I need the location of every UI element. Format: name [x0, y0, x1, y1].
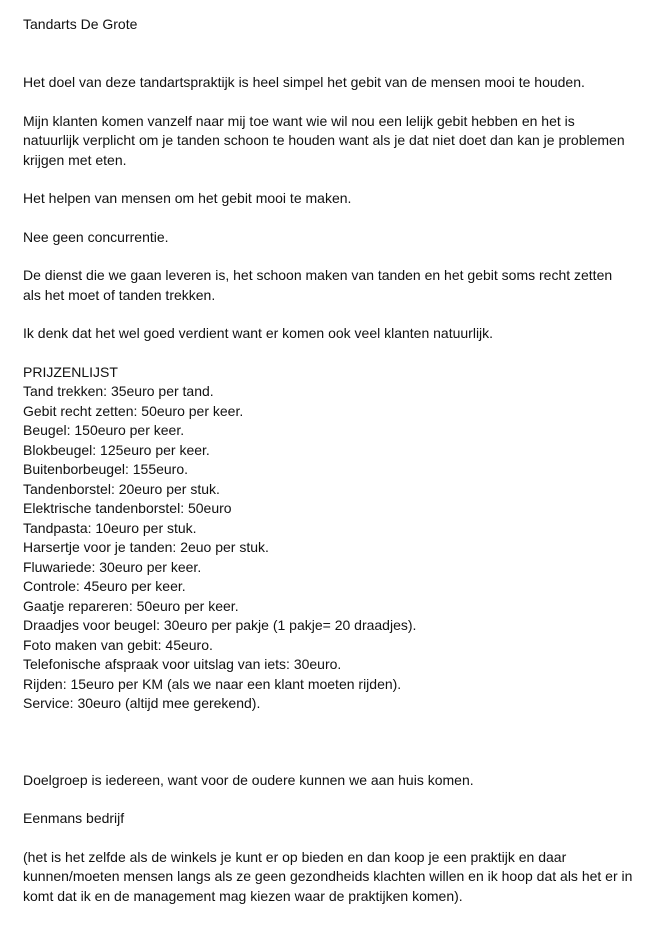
price-item: Rijden: 15euro per KM (als we naar een klant moeten rijden).	[23, 675, 402, 692]
price-list	[23, 382, 633, 714]
price-item: Fluwariede: 30euro per keer.	[23, 558, 202, 575]
price-item: Tandpasta: 10euro per stuk.	[23, 519, 197, 536]
paragraph-franchise-note: (het is het zelfde als de winkels je kunt er op bieden en dan koop je een praktijk en daar kunnen/moeten mensen langs als ze geen gezondheids klachten willen en ik hoop dat als het er in komt dat ik en de management mag kiezen waar de praktijken komen).	[23, 848, 633, 904]
price-item: Harsertje voor je tanden: 2euo per stuk.	[23, 539, 269, 555]
price-item: Blokbeugel: 125euro per keer.	[23, 441, 210, 458]
price-item: Tandenborstel: 20euro per stuk.	[23, 480, 220, 497]
price-item: Elektrische tandenborstel: 50euro	[23, 500, 232, 516]
price-item: Service: 30euro (altijd mee gerekend).	[23, 695, 261, 711]
paragraph-clients: Mijn klanten komen vanzelf naar mij toe want wie wil nou een lelijk gebit hebben en het is natuurlijk verplicht om je tanden schoon te houden want als je dat niet doet dan kan je problemen krijgen met eten.	[23, 112, 625, 168]
price-item: Gaatje repareren: 50euro per keer.	[23, 597, 239, 614]
document-page	[23, 15, 633, 906]
price-item: Foto maken van gebit: 45euro.	[23, 636, 213, 653]
document-title: Tandarts De Grote	[23, 16, 138, 32]
paragraph-competition: Nee geen concurrentie.	[23, 228, 169, 245]
price-item: Telefonische afspraak voor uitslag van iets: 30euro.	[23, 656, 342, 672]
paragraph-business-type: Eenmans bedrijf	[23, 810, 125, 826]
paragraph-target-group: Doelgroep is iedereen, want voor de oudere kunnen we aan huis komen.	[23, 771, 474, 788]
price-item: Buitenborbeugel: 155euro.	[23, 461, 189, 477]
paragraph-helping: Het helpen van mensen om het gebit mooi te maken.	[23, 190, 352, 206]
paragraph-goal: Het doel van deze tandartspraktijk is heel simpel het gebit van de mensen mooi te houden.	[23, 74, 585, 90]
price-item: Draadjes voor beugel: 30euro per pakje (1 pakje= 20 draadjes).	[23, 617, 417, 633]
price-item: Tand trekken: 35euro per tand.	[23, 383, 214, 399]
paragraph-earnings: Ik denk dat het wel goed verdient want er komen ook veel klanten natuurlijk.	[23, 325, 494, 341]
price-item: Gebit recht zetten: 50euro per keer.	[23, 402, 244, 419]
paragraph-service: De dienst die we gaan leveren is, het schoon maken van tanden en het gebit soms recht zetten als het moet of tanden trekken.	[23, 267, 613, 303]
price-item: Beugel: 150euro per keer.	[23, 422, 185, 438]
price-list-heading: PRIJZENLIJST	[23, 363, 118, 380]
price-item: Controle: 45euro per keer.	[23, 578, 186, 594]
